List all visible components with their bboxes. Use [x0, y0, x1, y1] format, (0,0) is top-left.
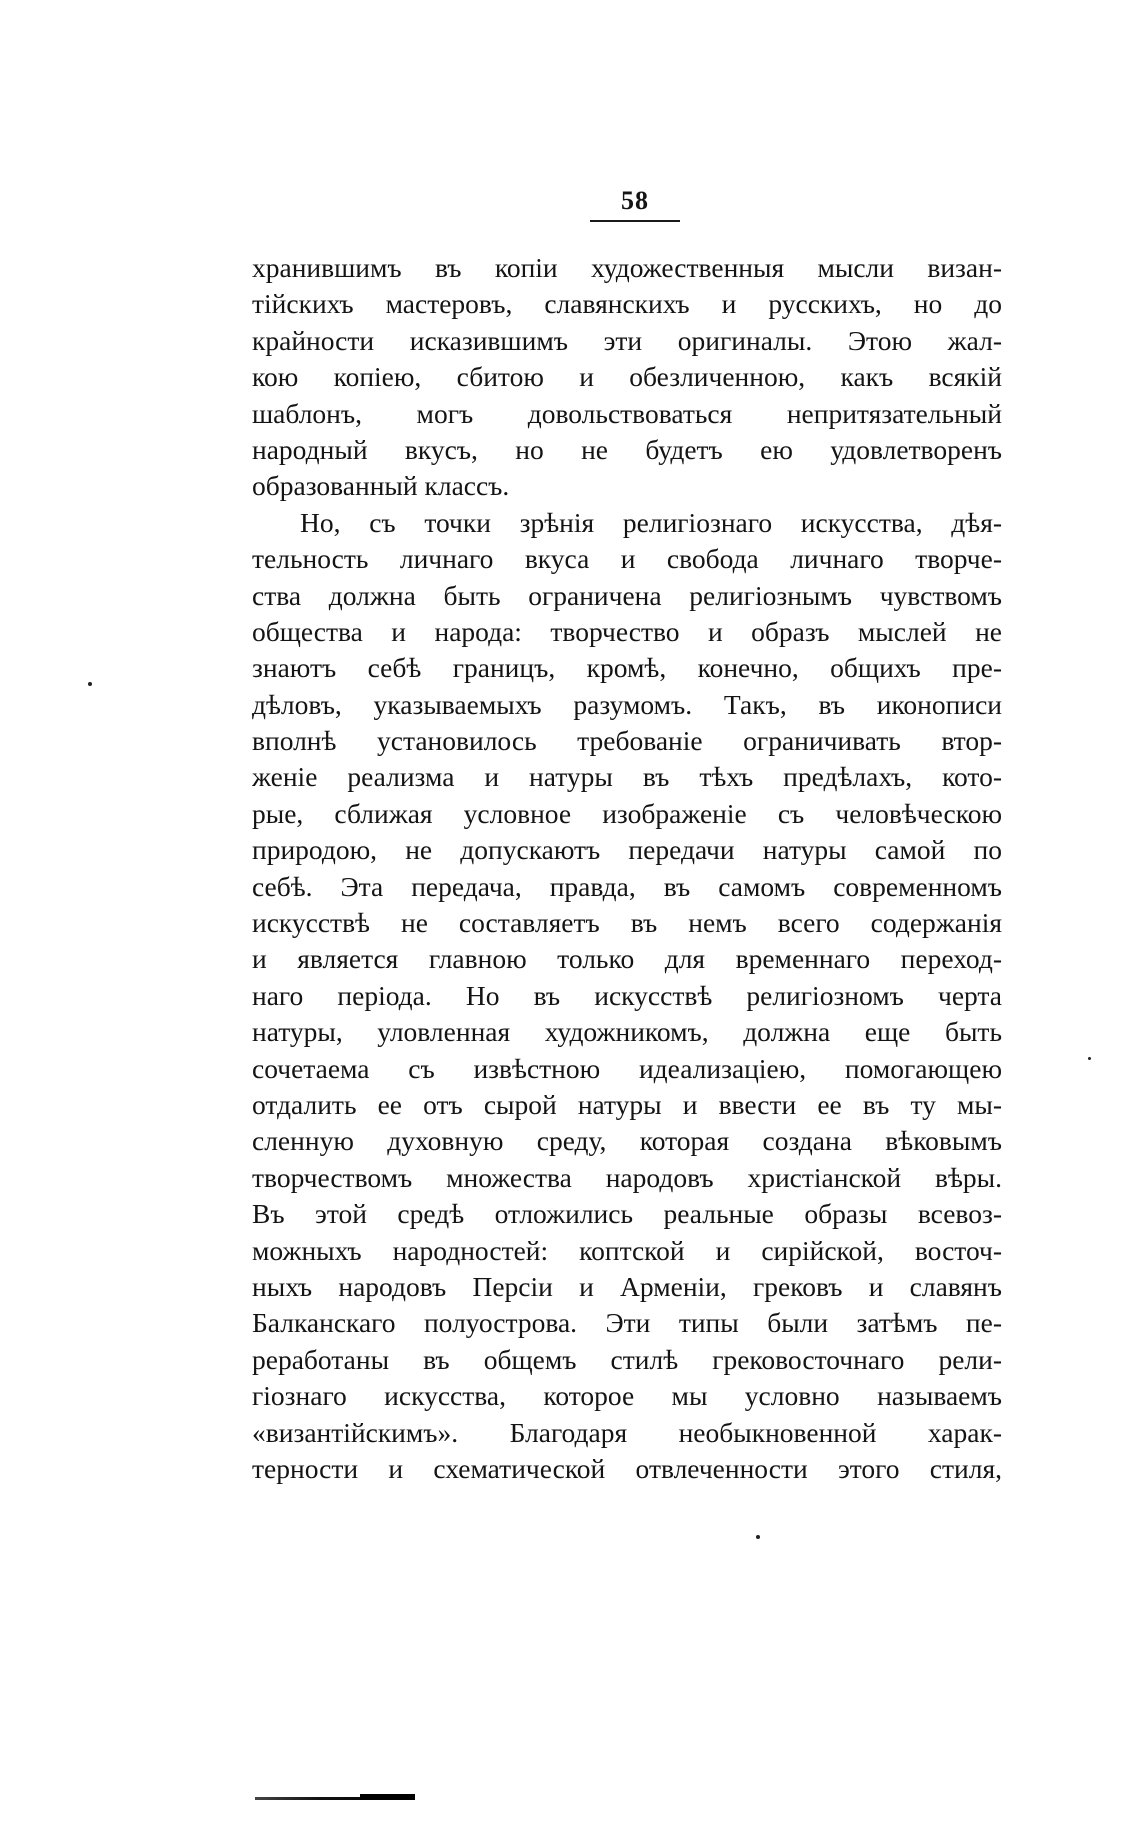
text-line: народный вкусъ, но не будетъ ею удовлетворенъ	[252, 433, 1002, 465]
text-line: крайности исказившимъ эти оригиналы. Этою жал-	[252, 324, 1002, 356]
text-line: Но, съ точки зрѣнія религіознаго искусства, дѣя-	[300, 506, 1002, 538]
header-rule	[590, 220, 680, 222]
text-line: Балканскаго полуострова. Эти типы были затѣмъ пе-	[252, 1307, 1002, 1339]
text-line: тійскихъ мастеровъ, славянскихъ и русскихъ, но до	[252, 288, 1002, 320]
text-line: искусствѣ не составляетъ въ немъ всего содержанія	[252, 907, 1002, 939]
text-line: натуры, уловленная художникомъ, должна еще быть	[252, 1016, 1002, 1048]
text-line: Въ этой средѣ отложились реальные образы всевоз-	[252, 1198, 1002, 1230]
text-line: рые, сближая условное изображеніе съ человѣческою	[252, 797, 1002, 829]
body-text	[252, 250, 1002, 1487]
text-line: можныхъ народностей: коптской и сирійской, восточ-	[252, 1234, 1002, 1266]
page-number: 58	[621, 186, 649, 215]
text-line: кою копіею, сбитою и обезличенною, какъ всякій	[252, 361, 1002, 393]
text-line: себѣ. Эта передача, правда, въ самомъ современномъ	[252, 870, 1002, 902]
print-speck	[756, 1535, 760, 1539]
text-line: хранившимъ въ копіи художественныя мысли визан-	[252, 252, 1002, 283]
text-line: сленную духовную среду, которая создана вѣковымъ	[252, 1125, 1002, 1157]
text-line: сочетаема съ извѣстною идеализаціею, помогающею	[252, 1052, 1002, 1084]
text-line: образованный классъ.	[252, 470, 510, 502]
text-line: шаблонъ, могъ довольствоваться непритязательный	[252, 397, 1002, 429]
text-line: реработаны въ общемъ стилѣ грековосточнаго рели-	[252, 1343, 1002, 1375]
text-line: вполнѣ установилось требованіе ограничивать втор-	[252, 725, 1002, 757]
text-line: дѣловъ, указываемыхъ разумомъ. Такъ, въ иконописи	[252, 688, 1002, 720]
text-line: наго періода. Но въ искусствѣ религіозномъ черта	[252, 979, 1002, 1011]
text-line: природою, не допускаютъ передачи натуры самой по	[252, 834, 1002, 866]
text-line: «византійскимъ». Благодаря необыкновенной харак-	[252, 1416, 1002, 1448]
text-line: женіе реализма и натуры въ тѣхъ предѣлахъ, кото-	[252, 761, 1002, 793]
print-speck	[1088, 1057, 1091, 1060]
text-line: знаютъ себѣ границъ, кромѣ, конечно, общихъ пре-	[252, 652, 1002, 684]
text-line: творчествомъ множества народовъ христіанской вѣры.	[252, 1161, 1002, 1193]
text-line: и является главною только для временнаго переход-	[252, 943, 1002, 975]
text-line: гіознаго искусства, которое мы условно называемъ	[252, 1380, 1002, 1412]
text-line: отдалить ее отъ сырой натуры и ввести ее въ ту мы-	[252, 1088, 1002, 1120]
text-line: ныхъ народовъ Персіи и Арменіи, грековъ и славянъ	[252, 1270, 1002, 1302]
print-speck	[88, 682, 92, 686]
text-line: ства должна быть ограничена религіознымъ чувствомъ	[252, 579, 1002, 611]
text-line: общества и народа: творчество и образъ мыслей не	[252, 615, 1002, 647]
footer-rule	[255, 1797, 415, 1800]
text-line: тельность личнаго вкуса и свобода личнаго творче-	[252, 543, 1002, 575]
text-line: терности и схематической отвлеченности этого стиля,	[252, 1452, 1002, 1484]
